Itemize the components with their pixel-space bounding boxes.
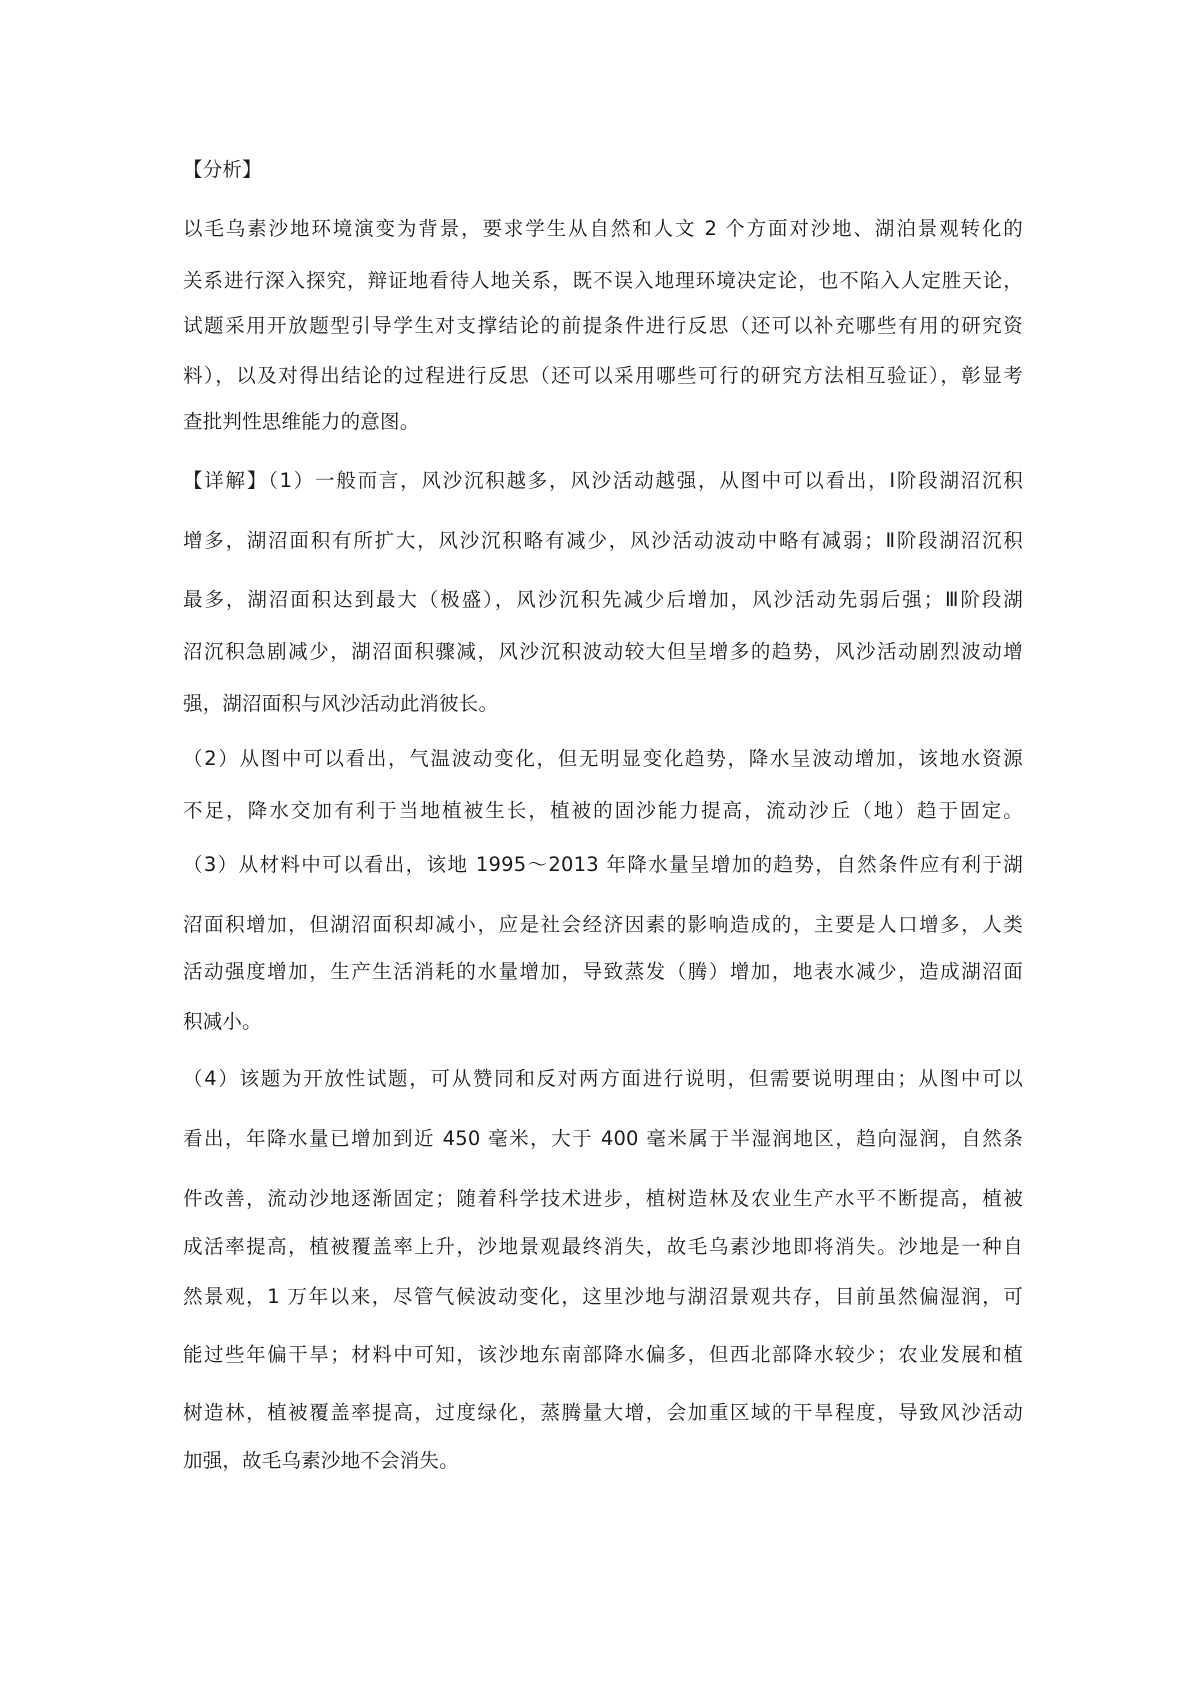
text-line: 不足，降水交加有利于当地植被生长，植被的固沙能力提高，流动沙丘（地）趋于固定。 bbox=[183, 799, 1023, 822]
text-line: 活动强度增加，生产生活消耗的水量增加，导致蒸发（腾）增加，地表水减少，造成湖沼面 bbox=[183, 960, 1023, 983]
text-line: 沼沉积急剧减少，湖沼面积骤减，风沙沉积波动较大但呈增多的趋势，风沙活动剧烈波动增 bbox=[183, 640, 1023, 663]
section-heading-analysis: 【分析】 bbox=[183, 158, 262, 181]
text-line: 查批判性思维能力的意图。 bbox=[183, 410, 420, 433]
text-line: （2）从图中可以看出，气温波动变化，但无明显变化趋势，降水呈波动增加，该地水资源 bbox=[183, 747, 1023, 770]
text-line: （4）该题为开放性试题，可从赞同和反对两方面进行说明，但需要说明理由；从图中可以 bbox=[183, 1067, 1023, 1090]
text-line: 试题采用开放题型引导学生对支撑结论的前提条件进行反思（还可以补充哪些有用的研究资 bbox=[183, 314, 1023, 337]
text-line: 看出，年降水量已增加到近 450 毫米，大于 400 毫米属于半湿润地区，趋向湿润，自然条 bbox=[183, 1127, 1023, 1150]
text-line: 加强，故毛乌素沙地不会消失。 bbox=[183, 1449, 459, 1472]
text-line: 强，湖沼面积与风沙活动此消彼长。 bbox=[183, 692, 499, 715]
text-line: 增多，湖沼面积有所扩大，风沙沉积略有减少，风沙活动波动中略有减弱；Ⅱ阶段湖沼沉积 bbox=[183, 529, 1023, 552]
text-line: 树造林，植被覆盖率提高，过度绿化，蒸腾量大增，会加重区域的干旱程度，导致风沙活动 bbox=[183, 1401, 1023, 1424]
text-line: 积减小。 bbox=[183, 1010, 262, 1033]
text-line: 关系进行深入探究，辩证地看待人地关系，既不误入地理环境决定论，也不陷入人定胜天论， bbox=[183, 269, 1023, 292]
text-line: 件改善，流动沙地逐渐固定；随着科学技术进步，植树造林及农业生产水平不断提高，植被 bbox=[183, 1187, 1023, 1210]
text-line: 料），以及对得出结论的过程进行反思（还可以采用哪些可行的研究方法相互验证），彰显考 bbox=[183, 364, 1023, 387]
section-heading-detail: 【详解】（1）一般而言，风沙沉积越多，风沙活动越强，从图中可以看出，Ⅰ阶段湖沼沉积 bbox=[183, 469, 1023, 492]
text-line: 以毛乌素沙地环境演变为背景，要求学生从自然和人文 2 个方面对沙地、湖泊景观转化的 bbox=[183, 217, 1023, 240]
text-line: （3）从材料中可以看出，该地 1995～2013 年降水量呈增加的趋势，自然条件应有利于湖 bbox=[183, 853, 1023, 876]
text-line: 能过些年偏干旱；材料中可知，该沙地东南部降水偏多，但西北部降水较少；农业发展和植 bbox=[183, 1343, 1023, 1366]
text-line: 然景观，1 万年以来，尽管气候波动变化，这里沙地与湖沼景观共存，目前虽然偏湿润，可 bbox=[183, 1285, 1023, 1308]
text-line: 最多，湖沼面积达到最大（极盛），风沙沉积先减少后增加，风沙活动先弱后强；Ⅲ阶段湖 bbox=[183, 588, 1023, 611]
text-line: 成活率提高，植被覆盖率上升，沙地景观最终消失，故毛乌素沙地即将消失。沙地是一种自 bbox=[183, 1235, 1023, 1258]
text-line: 沼面积增加，但湖沼面积却减小，应是社会经济因素的影响造成的，主要是人口增多，人类 bbox=[183, 913, 1023, 936]
